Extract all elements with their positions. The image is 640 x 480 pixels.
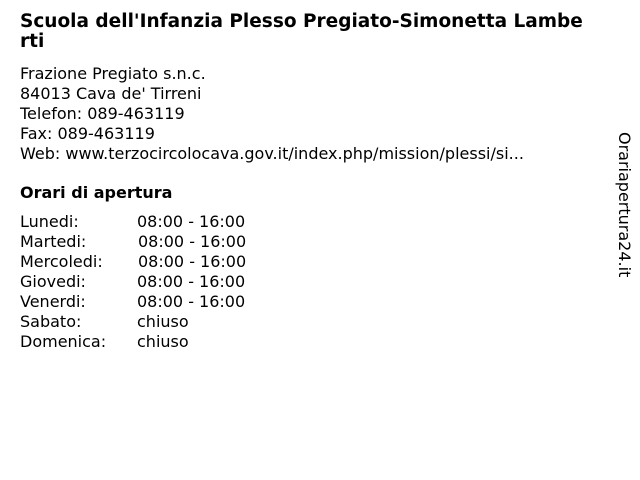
day-label: Sabato:: [20, 312, 82, 331]
city-address: 84013 Cava de' Tirreni: [20, 84, 202, 103]
time-value: 08:00 - 16:00: [137, 272, 246, 291]
time-value: chiuso: [137, 312, 189, 331]
page-title: Scuola dell'Infanzia Plesso Pregiato-Simonetta Lamberti: [20, 11, 583, 52]
day-label: Domenica:: [20, 332, 107, 351]
day-label: Mercoledi:: [20, 252, 103, 271]
site-watermark: Orariapertura24.it: [615, 132, 634, 278]
fax-number: Fax: 089-463119: [20, 124, 155, 143]
time-value: 08:00 - 16:00: [137, 292, 246, 311]
day-label: Lunedi:: [20, 212, 79, 231]
phone-number: Telefon: 089-463119: [20, 104, 185, 123]
time-value: chiuso: [137, 332, 189, 351]
address-block: [20, 64, 524, 164]
day-label: Giovedi:: [20, 272, 86, 291]
website-link[interactable]: Web: www.terzocircolocava.gov.it/index.php/mission/plessi/si...: [20, 144, 524, 163]
day-label: Venerdi:: [20, 292, 86, 311]
day-label: Martedi:: [20, 232, 87, 251]
street-address: Frazione Pregiato s.n.c.: [20, 64, 206, 83]
time-value: 08:00 - 16:00: [138, 252, 247, 271]
time-value: 08:00 - 16:00: [137, 212, 246, 231]
time-value: 08:00 - 16:00: [138, 232, 247, 251]
opening-hours-heading: Orari di apertura: [20, 183, 173, 202]
